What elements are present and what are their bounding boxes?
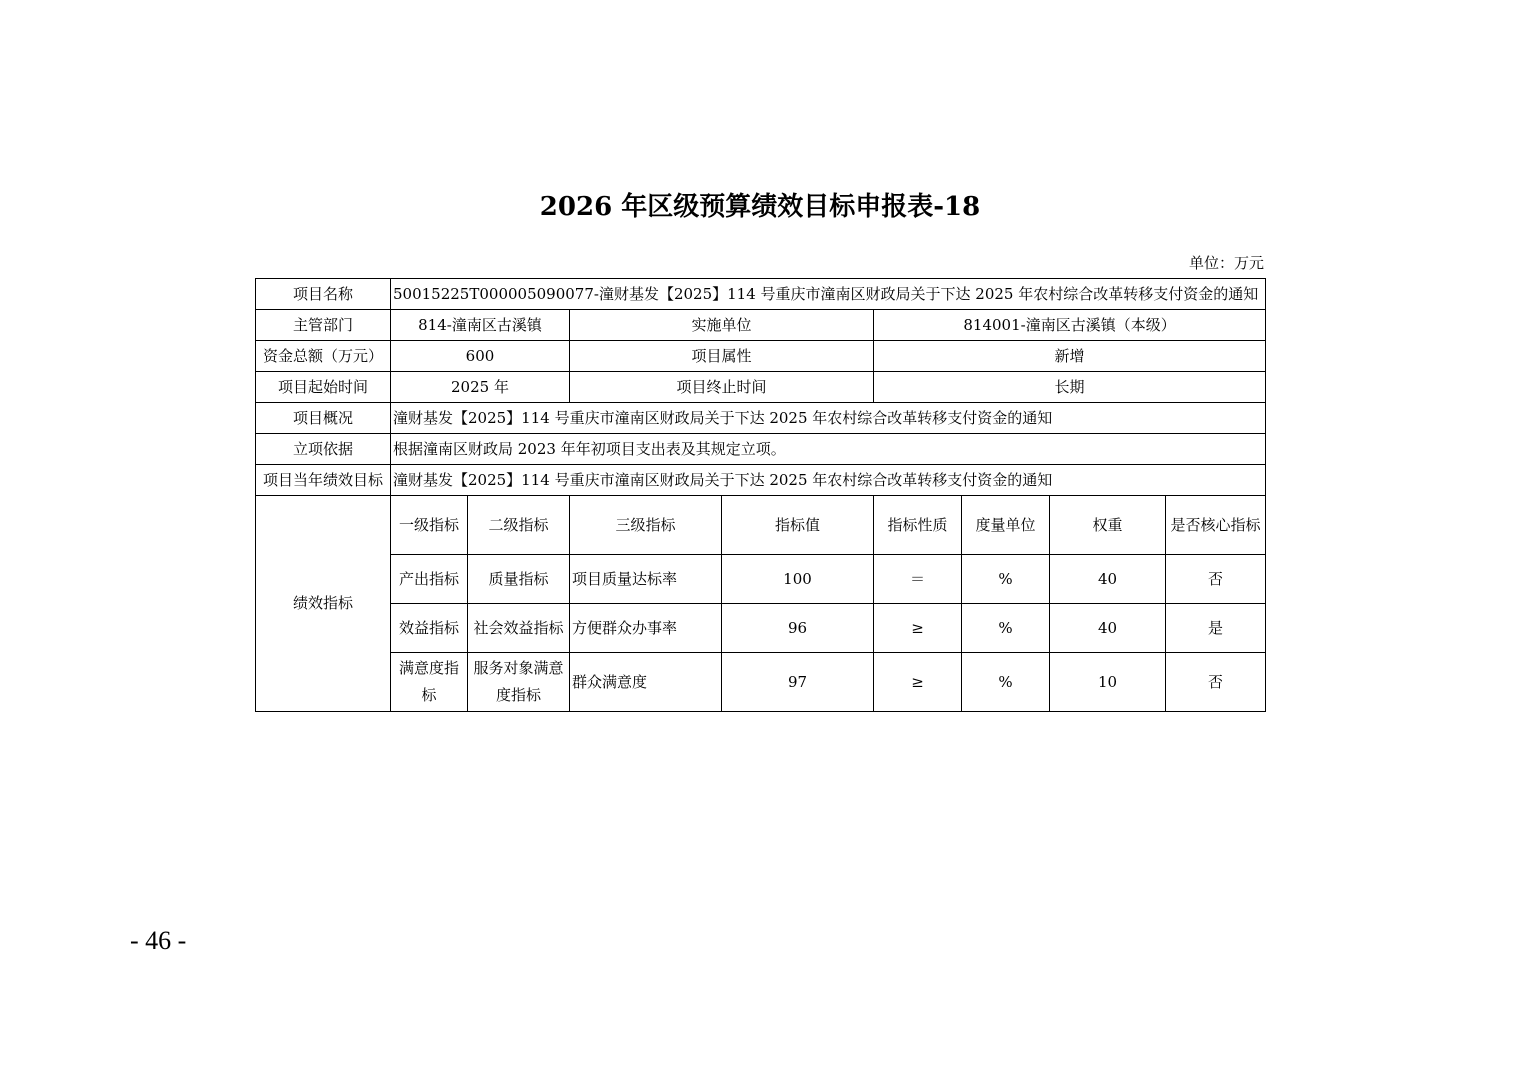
- indicator-nature: ≥: [874, 604, 962, 653]
- overview-label: 项目概况: [256, 403, 391, 434]
- header-core: 是否核心指标: [1166, 496, 1266, 555]
- project-attribute-label: 项目属性: [570, 341, 874, 372]
- annual-goal-label: 项目当年绩效目标: [256, 465, 391, 496]
- unit-label: 单位：万元: [1188, 254, 1264, 272]
- indicator-core: 否: [1166, 555, 1266, 604]
- indicator-unit: %: [962, 653, 1050, 712]
- indicator-nature: ≥: [874, 653, 962, 712]
- indicator-value: 100: [722, 555, 874, 604]
- header-level1: 一级指标: [391, 496, 468, 555]
- indicators-label: 绩效指标: [256, 496, 391, 712]
- project-attribute-value: 新增: [874, 341, 1266, 372]
- project-name-value: 50015225T000005090077-潼财基发【2025】114 号重庆市潼南区财政局关于下达 2025 年农村综合改革转移支付资金的通知: [391, 279, 1266, 310]
- indicator-core: 是: [1166, 604, 1266, 653]
- indicator-unit: %: [962, 555, 1050, 604]
- report-table: [255, 278, 1266, 712]
- row-funds: [256, 341, 1266, 372]
- indicator-level3: 项目质量达标率: [570, 555, 722, 604]
- implementing-unit-value: 814001-潼南区古溪镇（本级）: [874, 310, 1266, 341]
- row-annual-goal: [256, 465, 1266, 496]
- end-time-value: 长期: [874, 372, 1266, 403]
- indicator-unit: %: [962, 604, 1050, 653]
- indicator-level2: 服务对象满意度指标: [468, 653, 570, 712]
- indicator-level2: 社会效益指标: [468, 604, 570, 653]
- project-name-label: 项目名称: [256, 279, 391, 310]
- funds-value: 600: [391, 341, 570, 372]
- indicator-level1: 效益指标: [391, 604, 468, 653]
- indicator-level3: 群众满意度: [570, 653, 722, 712]
- implementing-unit-label: 实施单位: [570, 310, 874, 341]
- page-number: - 46 -: [130, 926, 187, 955]
- start-time-label: 项目起始时间: [256, 372, 391, 403]
- start-time-value: 2025 年: [391, 372, 570, 403]
- basis-label: 立项依据: [256, 434, 391, 465]
- funds-label: 资金总额（万元）: [256, 341, 391, 372]
- header-nature: 指标性质: [874, 496, 962, 555]
- row-period: [256, 372, 1266, 403]
- department-value: 814-潼南区古溪镇: [391, 310, 570, 341]
- table-row: [256, 555, 1266, 604]
- header-unit: 度量单位: [962, 496, 1050, 555]
- indicator-nature: ＝: [874, 555, 962, 604]
- page-title: 2026 年区级预算绩效目标申报表-18: [539, 192, 981, 222]
- header-weight: 权重: [1050, 496, 1166, 555]
- department-label: 主管部门: [256, 310, 391, 341]
- indicator-level1: 产出指标: [391, 555, 468, 604]
- overview-value: 潼财基发【2025】114 号重庆市潼南区财政局关于下达 2025 年农村综合改革转移支付资金的通知: [391, 403, 1266, 434]
- indicator-level1: 满意度指标: [391, 653, 468, 712]
- header-level3: 三级指标: [570, 496, 722, 555]
- row-project-name: [256, 279, 1266, 310]
- indicator-level2: 质量指标: [468, 555, 570, 604]
- table-row: [256, 653, 1266, 712]
- indicator-weight: 40: [1050, 555, 1166, 604]
- row-basis: [256, 434, 1266, 465]
- row-overview: [256, 403, 1266, 434]
- row-department: [256, 310, 1266, 341]
- header-level2: 二级指标: [468, 496, 570, 555]
- annual-goal-value: 潼财基发【2025】114 号重庆市潼南区财政局关于下达 2025 年农村综合改革转移支付资金的通知: [391, 465, 1266, 496]
- end-time-label: 项目终止时间: [570, 372, 874, 403]
- indicator-weight: 40: [1050, 604, 1166, 653]
- table-row: [256, 604, 1266, 653]
- indicator-weight: 10: [1050, 653, 1166, 712]
- indicator-core: 否: [1166, 653, 1266, 712]
- header-value: 指标值: [722, 496, 874, 555]
- indicator-level3: 方便群众办事率: [570, 604, 722, 653]
- indicator-value: 97: [722, 653, 874, 712]
- basis-value: 根据潼南区财政局 2023 年年初项目支出表及其规定立项。: [391, 434, 1266, 465]
- indicator-header-row: [256, 496, 1266, 555]
- indicator-value: 96: [722, 604, 874, 653]
